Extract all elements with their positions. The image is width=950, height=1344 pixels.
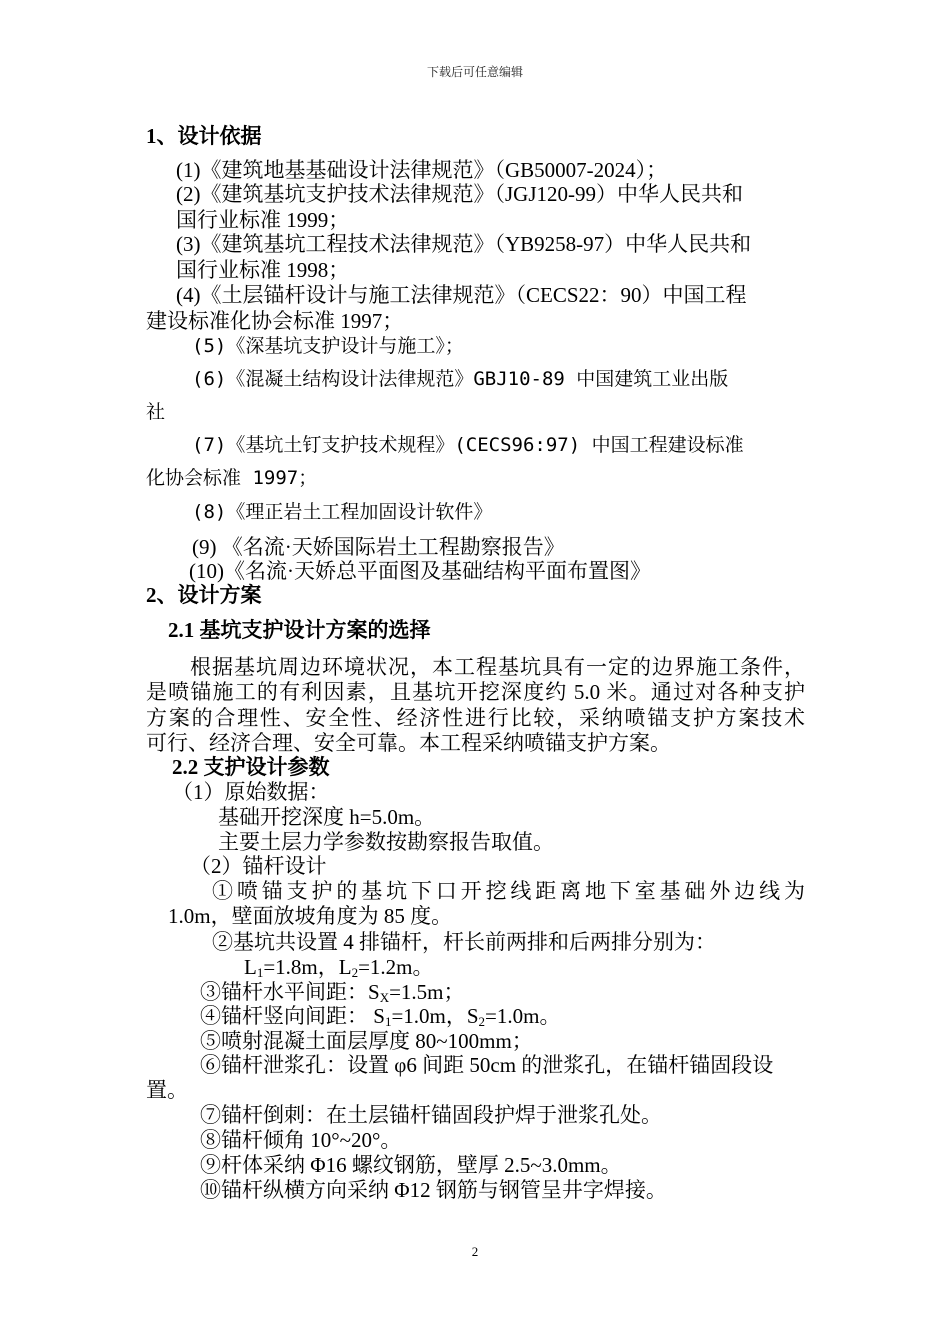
reference-2-line-2: 国行业标准 1999；	[176, 208, 350, 232]
reference-6-line-2: 社	[146, 401, 166, 423]
item-1-line-2: 1.0m，壁面放坡角度为 85 度。	[168, 904, 453, 928]
item-6-line-2: 置。	[146, 1078, 188, 1102]
reference-4-line-2: 建设标准化协会标准 1997；	[146, 309, 404, 333]
reference-1: (1)《建筑地基基础设计法律规范》（GB50007-2024）；	[176, 158, 668, 182]
subsection-1-title: （1）原始数据：	[172, 780, 330, 804]
reference-7-line-1: (7)《基坑土钉支护技术规程》(CECS96:97) 中国工程建设标准	[192, 434, 744, 456]
section-1-title: 1、设计依据	[146, 124, 262, 148]
reference-9: (9) 《名流·天娇国际岩土工程勘察报告》	[192, 535, 565, 559]
paragraph-line-4: 可行、经济合理、安全可靠。本工程采纳喷锚支护方案。	[146, 731, 671, 755]
reference-6-line-1: (6)《混凝土结构设计法律规范》GBJ10-89 中国建筑工业出版	[192, 368, 729, 390]
depth-text: 基础开挖深度 h=5.0m。	[218, 805, 436, 829]
reference-8: (8)《理正岩土工程加固设计软件》	[192, 501, 493, 523]
section-2-2-title: 2.2 支护设计参数	[172, 755, 330, 779]
item-8: ⑧锚杆倾角 10°~20°。	[200, 1128, 402, 1152]
item-3: ③锚杆水平间距：$S_X=1.5m$；	[200, 980, 465, 1005]
item-2-line-1: ②基坑共设置 4 排锚杆，杆长前两排和后两排分别为：	[212, 930, 716, 954]
item-2-lengths: $L_1=1.8m$，$L_2=1.2m$。	[244, 955, 434, 980]
item-1-line-1: ①喷锚支护的基坑下口开挖线距离地下室基础外边线为	[212, 879, 805, 903]
paragraph-line-3: 方案的合理性、安全性、经济性进行比较，采纳喷锚支护方案技术	[146, 706, 805, 730]
section-2-1-title: 2.1 基坑支护设计方案的选择	[168, 618, 431, 642]
reference-5: (5)《深基坑支护设计与施工》；	[192, 335, 464, 357]
paragraph-line-2: 是喷锚施工的有利因素，且基坑开挖深度约 5.0 米。通过对各种支护	[146, 680, 805, 704]
reference-2-line-1: (2)《建筑基坑支护技术法律规范》（JGJ120-99）中华人民共和	[176, 182, 743, 206]
reference-3-line-2: 国行业标准 1998；	[176, 258, 350, 282]
reference-10: (10)《名流·天娇总平面图及基础结构平面布置图》	[189, 559, 651, 583]
reference-7-line-2: 化协会标准 1997；	[146, 467, 318, 489]
item-7: ⑦锚杆倒刺：在土层锚杆锚固段护焊于泄浆孔处。	[200, 1103, 662, 1127]
page-header: 下载后可任意编辑	[426, 65, 523, 79]
page-number: 2	[471, 1244, 479, 1259]
item-4: ④锚杆竖向间距： $S_1=1.0m$，$S_2=1.0m$。	[200, 1004, 561, 1029]
item-10: ⑩锚杆纵横方向采纳 Φ12 钢筋与钢管呈井字焊接。	[200, 1178, 667, 1202]
paragraph-line-1: 根据基坑周边环境状况，本工程基坑具有一定的边界施工条件，	[190, 655, 805, 679]
item-9: ⑨杆体采纳 Φ16 螺纹钢筋，壁厚 2.5~3.0mm。	[200, 1153, 622, 1177]
item-6-line-1: ⑥锚杆泄浆孔：设置 φ6 间距 50cm 的泄浆孔，在锚杆锚固段设	[200, 1053, 774, 1077]
subsection-2-title: （2）锚杆设计	[190, 854, 327, 878]
reference-3-line-1: (3)《建筑基坑工程技术法律规范》（YB9258-97）中华人民共和	[176, 232, 752, 256]
item-5: ⑤喷射混凝土面层厚度 80~100mm；	[200, 1029, 533, 1053]
reference-4-line-1: (4)《土层锚杆设计与施工法律规范》（CECS22：90）中国工程	[176, 283, 747, 307]
soil-parameters-text: 主要土层力学参数按勘察报告取值。	[218, 830, 554, 854]
section-2-title: 2、设计方案	[146, 583, 262, 607]
